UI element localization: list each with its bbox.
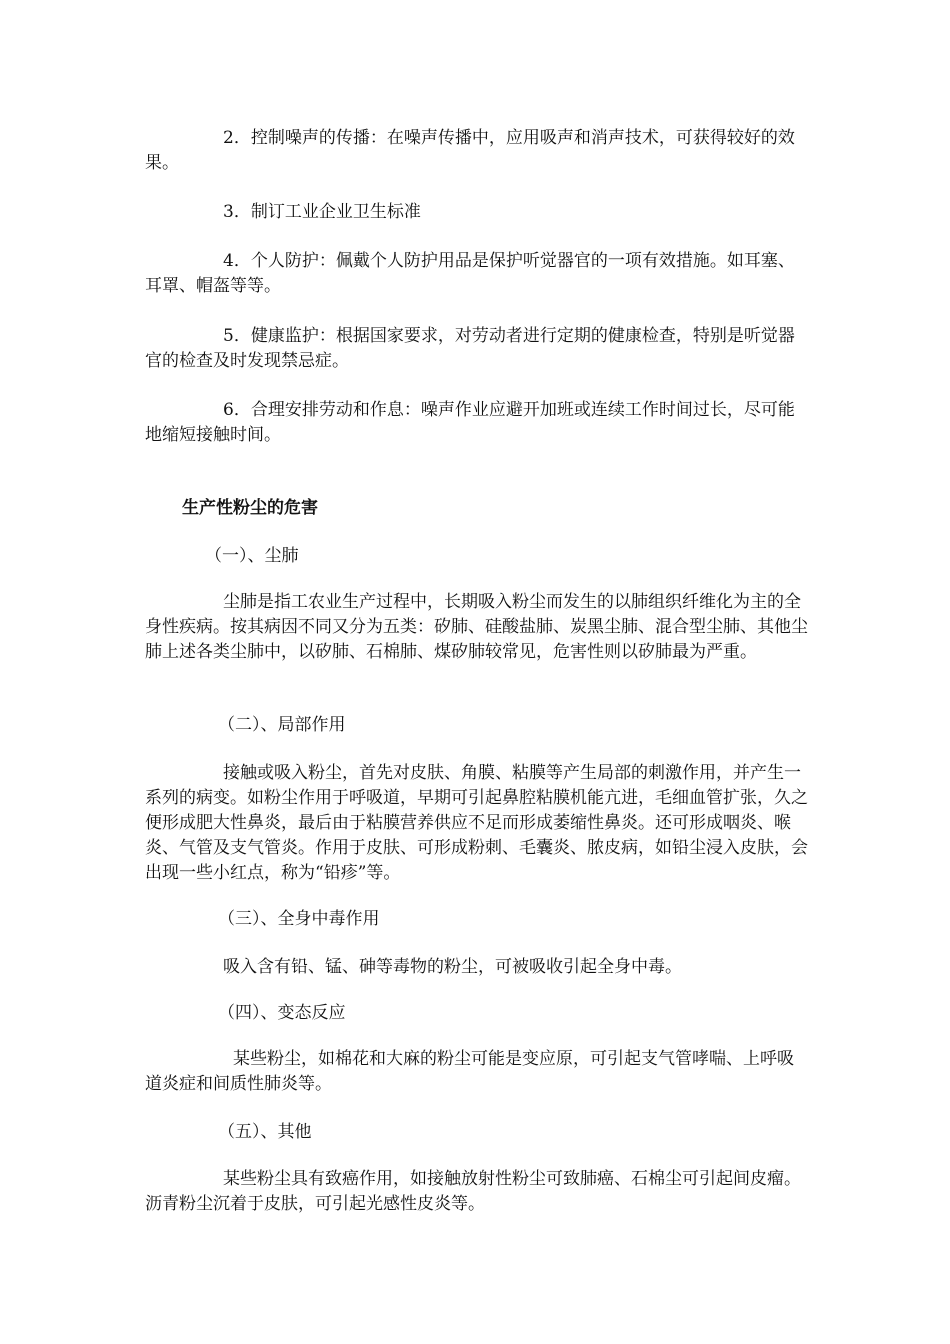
section-title: 生产性粉尘的危害 (182, 498, 318, 518)
paragraph-systemic-poisoning: 吸入含有铅、锰、砷等毒物的粉尘，可被吸收引起全身中毒。 (223, 957, 682, 977)
paragraph-local-effects: 接触或吸入粉尘，首先对皮肤、角膜、粘膜等产生局部的刺激作用，并产生一系列的病变。如粉尘作用于呼吸道，早期可引起鼻腔粘膜机能亢进，毛细血管扩张，久之便形成肥大性鼻炎，最后由于粘膜营养供应不足而形成萎缩性鼻炎。还可形成咽炎、喉炎、气管及支气管炎。作用于皮肤、可形成粉刺、毛囊炎、脓皮病，如铅尘浸入皮肤，会出现一些小红点，称为“铅疹”等。 (145, 763, 808, 883)
paragraph-hygiene-standards: 3．制订工业企业卫生标准 (223, 202, 421, 222)
subheading-local-effects: （二）、局部作用 (218, 715, 346, 735)
subheading-allergic-reaction: （四）、变态反应 (218, 1003, 346, 1023)
paragraph-work-rest: 6．合理安排劳动和作息：噪声作业应避开加班或连续工作时间过长，尽可能地缩短接触时间。 (145, 400, 795, 445)
subheading-other: （五）、其他 (218, 1122, 312, 1142)
paragraph-noise-propagation: 2．控制噪声的传播：在噪声传播中，应用吸声和消声技术，可获得较好的效果。 (145, 128, 795, 173)
paragraph-health-monitoring: 5．健康监护：根据国家要求，对劳动者进行定期的健康检查，特别是听觉器官的检查及时发现禁忌症。 (145, 326, 795, 371)
paragraph-other: 某些粉尘具有致癌作用，如接触放射性粉尘可致肺癌、石棉尘可引起间皮瘤。沥青粉尘沉着于皮肤，可引起光感性皮炎等。 (145, 1169, 801, 1214)
subheading-systemic-poisoning: （三）、全身中毒作用 (218, 909, 380, 929)
paragraph-personal-protection: 4．个人防护：佩戴个人防护用品是保护听觉器官的一项有效措施。如耳塞、耳罩、帽盔等等。 (145, 251, 795, 296)
paragraph-pneumoconiosis: 尘肺是指工农业生产过程中，长期吸入粉尘而发生的以肺组织纤维化为主的全身性疾病。按其病因不同又分为五类：矽肺、硅酸盐肺、炭黑尘肺、混合型尘肺、其他尘肺上述各类尘肺中，以矽肺、石棉肺、煤矽肺较常见，危害性则以矽肺最为严重。 (145, 592, 808, 662)
paragraph-allergic-reaction: 某些粉尘，如棉花和大麻的粉尘可能是变应原，可引起支气管哮喘、上呼吸道炎症和间质性肺炎等。 (145, 1049, 794, 1094)
subheading-pneumoconiosis: （一）、尘肺 (205, 546, 299, 566)
